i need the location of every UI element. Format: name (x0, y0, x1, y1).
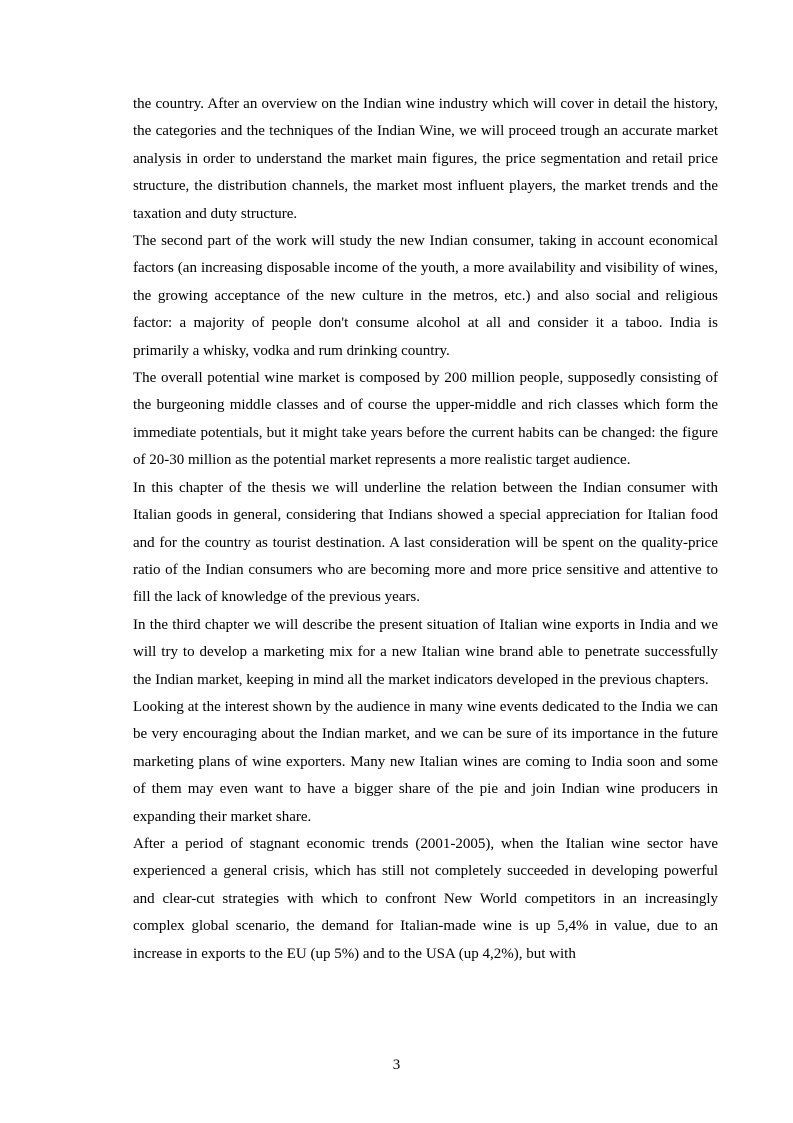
paragraph-3: The overall potential wine market is composed by 200 million people, supposedly consisting of the burgeoning middle classes and of course the upper-middle and rich classes which form the immediate potentials, but it might take years before the current habits can be changed: the figure of 20-30 million as the potential market represents a more realistic target audience. (133, 370, 718, 469)
page-number: 3 (392, 1057, 401, 1073)
paragraph-5: In the third chapter we will describe the present situation of Italian wine exports in India and we will try to develop a marketing mix for a new Italian wine brand able to penetrate successfully the Indian market, keeping in mind all the market indicators developed in the previous chapters. (133, 616, 718, 688)
document-body (133, 91, 718, 968)
paragraph-7: After a period of stagnant economic trends (2001-2005), when the Italian wine sector have experienced a general crisis, which has still not completely succeeded in developing powerful and clear-cut strategies with which to confront New World competitors in an increasingly complex global scenario, the demand for Italian-made wine is up 5,4% in value, due to an increase in exports to the EU (up 5%) and to the USA (up 4,2%), but with (133, 835, 718, 962)
paragraph-4: In this chapter of the thesis we will underline the relation between the Indian consumer with Italian goods in general, considering that Indians showed a special appreciation for Italian food and for the country as tourist destination. A last consideration will be spent on the quality-price ratio of the Indian consumers who are becoming more and more price sensitive and attentive to fill the lack of knowledge of the previous years. (133, 479, 718, 606)
paragraph-1: the country. After an overview on the Indian wine industry which will cover in detail the history, the categories and the techniques of the Indian Wine, we will proceed trough an accurate market analysis in order to understand the market main figures, the price segmentation and retail price structure, the distribution channels, the market most influent players, the market trends and the taxation and duty structure. (133, 96, 718, 222)
paragraph-2: The second part of the work will study the new Indian consumer, taking in account economical factors (an increasing disposable income of the youth, a more availability and visibility of wines, the growing acceptance of the new culture in the metros, etc.) and also social and religious factor: a majority of people don't consume alcohol at all and consider it a taboo. India is primarily a whisky, vodka and rum drinking country. (133, 233, 718, 359)
paragraph-6: Looking at the interest shown by the audience in many wine events dedicated to the India we can be very encouraging about the Indian market, and we can be sure of its importance in the future marketing plans of wine exporters. Many new Italian wines are coming to India soon and some of them may even want to have a bigger share of the pie and join Indian wine producers in expanding their market share. (133, 698, 718, 825)
